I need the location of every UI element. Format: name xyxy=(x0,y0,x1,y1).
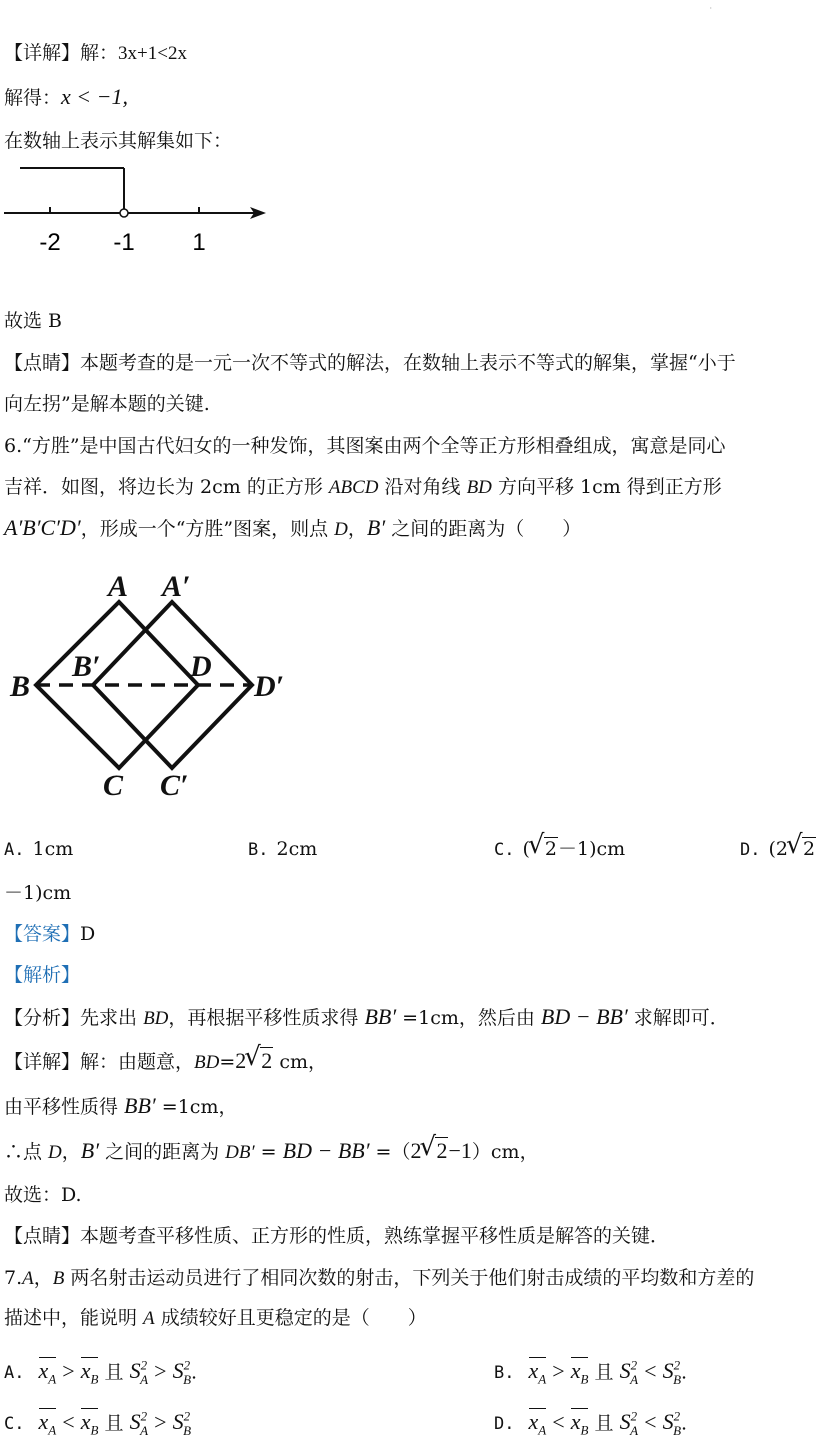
q6-option-a[interactable]: A. 1cm xyxy=(4,838,74,860)
q7-option-a[interactable]: A. $x_A > x_B$ 且 $S^2_A > S^2_B$. xyxy=(4,1358,198,1387)
open-circle xyxy=(120,209,128,217)
detail-line-2: 【详解】解：由题意，BD=2√ 2 cm， xyxy=(4,1048,327,1076)
label-a: A xyxy=(108,570,129,603)
q7-line-1: 7.A，B 两名射击运动员进行了相同次数的射击，下列关于他们射击成绩的平均数和方差的 xyxy=(4,1267,755,1289)
remark-line-3: 【点睛】本题考查平移性质、正方形的性质，熟练掌握平移性质是解答的关键． xyxy=(4,1225,670,1247)
final-choice-line: 故选：D. xyxy=(4,1184,82,1206)
translation-line: 由平移性质得 BB′ =1cm， xyxy=(4,1093,238,1118)
q6-line-1: 6.“方胜”是中国古代妇女的一种发饰，其图案由两个全等正方形相叠组成，寓意是同心 xyxy=(4,435,726,457)
label-d: D xyxy=(190,650,212,683)
label-c: C xyxy=(103,769,124,802)
label-b-prime: B′ xyxy=(72,650,101,683)
sqrt-symbol: √ 2 xyxy=(530,836,558,862)
q6-line-3: A′B′C′D′，形成一个“方胜”图案，则点 D，B′ 之间的距离为（ ） xyxy=(4,515,582,540)
tick-label-pos1: 1 xyxy=(192,229,206,256)
corner-mark: · xyxy=(709,4,712,13)
tick-label-neg1: -1 xyxy=(113,229,135,256)
label-a-prime: A′ xyxy=(162,570,191,603)
numberline-intro: 在数轴上表示其解集如下： xyxy=(4,130,233,152)
solution: x < −1, xyxy=(61,84,128,109)
remark-line-2: 向左拐”是解本题的关键. xyxy=(4,393,210,415)
q7-option-d[interactable]: D. $x_A < x_B$ 且 $S^2_A < S^2_B$. xyxy=(494,1409,688,1438)
solve-line: 解得：x < −1, xyxy=(4,84,128,109)
analysis-header: 【解析】 xyxy=(4,964,81,986)
q7-line-2: 描述中，能说明 A 成绩较好且更稳定的是（ ） xyxy=(4,1307,427,1329)
remark-line-1: 【点睛】本题考查的是一元一次不等式的解法，在数轴上表示不等式的解集，掌握“小于 xyxy=(4,352,736,374)
inequality: 3x+1<2x xyxy=(118,43,187,64)
label-c-prime: C′ xyxy=(160,769,189,802)
detail-line-1: 【详解】解：3x+1<2x xyxy=(4,42,187,64)
label-d-prime: D′ xyxy=(254,670,285,703)
sqrt-symbol: √ 2 xyxy=(788,836,816,862)
q7-option-c[interactable]: C. $x_A < x_B$ 且 $S^2_A > S^2_B$ xyxy=(4,1409,192,1438)
detail-tag: 【详解】 xyxy=(4,42,81,64)
sqrt-symbol: √ 2 xyxy=(246,1048,273,1074)
q6-line-2: 吉祥．如图，将边长为 2cm 的正方形 ABCD 沿对角线 BD 方向平移 1cm 得到正方形 xyxy=(4,476,722,498)
sqrt-symbol: √ 2 xyxy=(421,1138,448,1164)
q6-option-c[interactable]: C. (√ 2－1)cm xyxy=(494,836,625,863)
q7-option-b[interactable]: B. $x_A > x_B$ 且 $S^2_A < S^2_B$. xyxy=(494,1358,688,1387)
therefore-line: ∴点 D，B′ 之间的距离为 DB′ = BD − BB′ =（2√ 2−1）cm， xyxy=(4,1138,539,1166)
label-b: B xyxy=(10,670,31,703)
choice-line: 故选 B xyxy=(4,310,63,332)
number-line-figure xyxy=(0,160,280,260)
tick-label-neg2: -2 xyxy=(39,229,61,256)
answer-value: D xyxy=(80,923,96,945)
q6-option-d[interactable]: D. (2√ 2 xyxy=(740,836,816,863)
q6-option-b[interactable]: B. 2cm xyxy=(248,838,318,860)
answer-line: 【答案】D xyxy=(4,923,96,945)
q6-option-d-cont: －1)cm xyxy=(4,882,72,904)
analysis-line: 【分析】先求出 BD，再根据平移性质求得 BB′ =1cm，然后由 BD − BB′ 求解即可． xyxy=(4,1004,729,1029)
fangsheng-figure xyxy=(0,560,310,810)
